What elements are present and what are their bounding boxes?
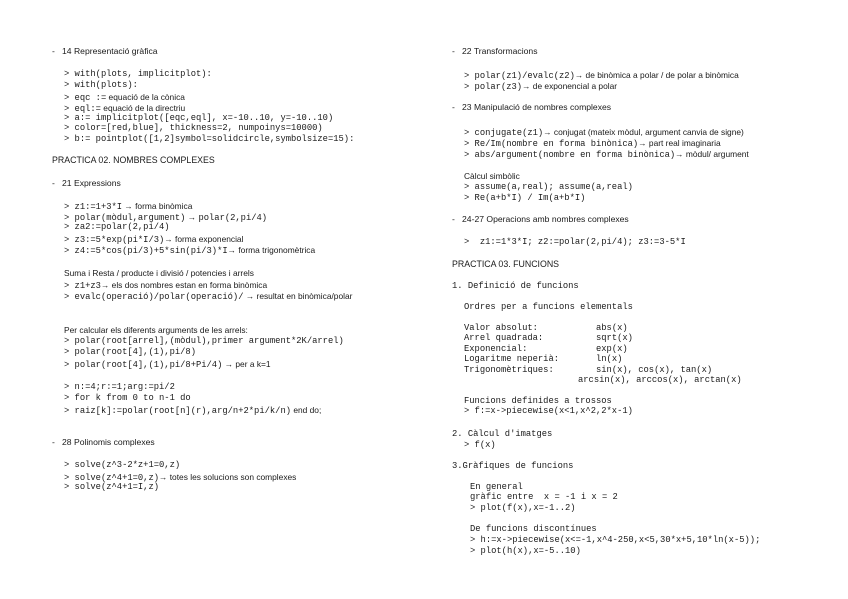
code-line: > n:=4;r:=1;arg:=pi/2: [64, 382, 175, 392]
code-line: [64, 290, 352, 302]
comment: → els dos nombres estan en forma binòmica: [100, 280, 268, 290]
comment: → conjugat (mateix mòdul, argument canvia de signe): [543, 127, 744, 137]
code-line: > plot(f(x),x=-1..2): [470, 503, 576, 513]
code-line: > assume(a,real); assume(a,real): [464, 182, 633, 192]
comment: end do;: [291, 405, 322, 415]
code-line: > polar(root[4],(1),pi/8): [64, 347, 196, 357]
comment: → de exponencial a polar: [522, 81, 618, 91]
section-22-heading: - 22 Transformacions: [452, 46, 538, 56]
function-row: [464, 354, 559, 364]
code-line: > f:=x->piecewise(x<1,x^2,2*x-1): [464, 406, 633, 416]
practica-03-title: PRACTICA 03. FUNCIONS: [452, 259, 560, 269]
function-value: ln(x): [596, 354, 623, 364]
function-value: sin(x), cos(x), tan(x): [596, 365, 713, 375]
calc-title: Càlcul simbòlic: [464, 171, 520, 181]
code-line: > z1:=1*3*I; z2:=polar(2,pi/4); z3:=3-5*I: [464, 237, 686, 247]
code: > raiz[k]:=polar(root[n](r),arg/n+2*pi/k/n): [64, 406, 291, 416]
function-label: Trigonomètriques:: [464, 365, 554, 375]
functions-heading-1: 1. Definició de funcions: [452, 281, 579, 291]
code-line: > b:= pointplot([1,2]symbol=solidcircle,symbolsize=15):: [64, 134, 355, 144]
comment: → mòdul/ argument: [675, 149, 749, 159]
code: > z1:=1+3*I: [64, 202, 123, 212]
comment: → forma exponencial: [164, 234, 244, 244]
roots-title: Per calcular els diferents arguments de les arrels:: [64, 325, 248, 335]
section-21-heading: - 21 Expressions: [52, 178, 121, 188]
comment: → part real imaginaria: [638, 138, 721, 148]
comment: → forma binòmica: [122, 201, 193, 211]
code-line: > f(x): [464, 440, 496, 450]
general-title: En general: [470, 482, 523, 492]
function-label: Arrel quadrada:: [464, 333, 544, 343]
code: > conjugate(z1): [464, 128, 544, 138]
function-value: arcsin(x), arccos(x), arctan(x): [578, 375, 742, 385]
comment: → per a k=1: [222, 359, 271, 369]
code-line: > color=[red,blue], thickness=2, numpoinys=10000): [64, 123, 323, 133]
function-row: [464, 333, 543, 343]
comment: equació de la cònica: [106, 92, 185, 102]
function-row: [464, 365, 554, 375]
function-value: abs(x): [596, 323, 628, 333]
code-line: > a:= implicitplot([eqc,eql], x=-10..10, y=-10..10): [64, 113, 334, 123]
code-line: > with(plots):: [64, 80, 138, 90]
function-label: Logaritme neperià:: [464, 354, 560, 364]
section-28-heading: - 28 Polinomis complexes: [52, 437, 155, 447]
practica-02-title: PRACTICA 02. NOMBRES COMPLEXES: [52, 155, 215, 165]
comment: → resultat en binòmica/polar: [243, 291, 353, 301]
comment: → forma trigonomètrica: [227, 245, 316, 255]
code: polar(2,pi/4): [198, 213, 268, 223]
comment: equació de la directriu: [100, 103, 186, 113]
code-line: [64, 244, 315, 256]
arrow: →: [185, 212, 199, 222]
code: > polar(mòdul,argument): [64, 213, 186, 223]
function-label: Valor absolut:: [464, 323, 538, 333]
code-line: > za2:=polar(2,pi/4): [64, 222, 170, 232]
section-23-heading: - 23 Manipulació de nombres complexes: [452, 102, 612, 112]
function-value: exp(x): [596, 344, 628, 354]
functions-heading-2: 2. Càlcul d'imatges: [452, 429, 553, 439]
code-line: > Re(a+b*I) / Im(a+b*I): [464, 193, 586, 203]
code: > polar(z1)/evalc(z2): [464, 71, 575, 81]
code: > polar(root[4],(1),pi/8+Pi/4): [64, 360, 223, 370]
function-label: Exponencial:: [464, 344, 528, 354]
function-row: [464, 323, 538, 333]
code-line: > plot(h(x),x=-5..10): [470, 546, 581, 556]
discontinuous-title: De funcions discontínues: [470, 524, 597, 534]
comment: → de binòmica a polar / de polar a binòmica: [574, 70, 739, 80]
comment: → totes les solucions son complexes: [159, 472, 297, 482]
code: > eqc :=: [64, 93, 107, 103]
code-line: > h:=x->piecewise(x<=-1,x^4-250,x<5,30*x+5,10*ln(x-5));: [470, 535, 761, 545]
code-line: > with(plots, implicitplot):: [64, 69, 212, 79]
section-14-heading: - 14 Representació gràfica: [52, 46, 158, 56]
code: > z3:=5*exp(pi*I/3): [64, 235, 165, 245]
section-24-27-heading: - 24-27 Operacions amb nombres complexes: [452, 214, 629, 224]
code: > solve(z^4+1=0,z): [64, 473, 160, 483]
function-value: sqrt(x): [596, 333, 633, 343]
code: > Re/Im(nombre en forma binònica): [464, 139, 639, 149]
graph-range: gràfic entre x = -1 i x = 2: [470, 492, 618, 502]
code-line: > solve(z^3-2*z+1=0,z): [64, 460, 181, 470]
code: > abs/argument(nombre en forma binònica): [464, 150, 676, 160]
code-line: > polar(root[arrel],(mòdul),primer argument*2K/arrel): [64, 336, 344, 346]
code: > z4:=5*cos(pi/3)+5*sin(pi/3)*I: [64, 246, 228, 256]
code: > z1+z3: [64, 281, 101, 291]
code-line: > for k from 0 to n-1 do: [64, 393, 191, 403]
code: > eql:=: [64, 104, 101, 114]
code: > evalc(operació)/polar(operació)/: [64, 292, 244, 302]
functions-subtitle: Ordres per a funcions elementals: [464, 302, 633, 312]
code-line: [64, 404, 321, 416]
code-line: [64, 358, 271, 370]
code: > polar(z3): [464, 82, 523, 92]
code-line: [464, 148, 749, 160]
functions-heading-3: 3.Gràfiques de funcions: [452, 461, 574, 471]
code-line: > solve(z^4+1=I,z): [64, 482, 160, 492]
sum-title: Suma i Resta / producte i divisió / potencies i arrels: [64, 268, 254, 278]
function-row: [464, 344, 527, 354]
piecewise-title: Funcions definides a trossos: [464, 396, 612, 406]
code-line: [464, 80, 617, 92]
